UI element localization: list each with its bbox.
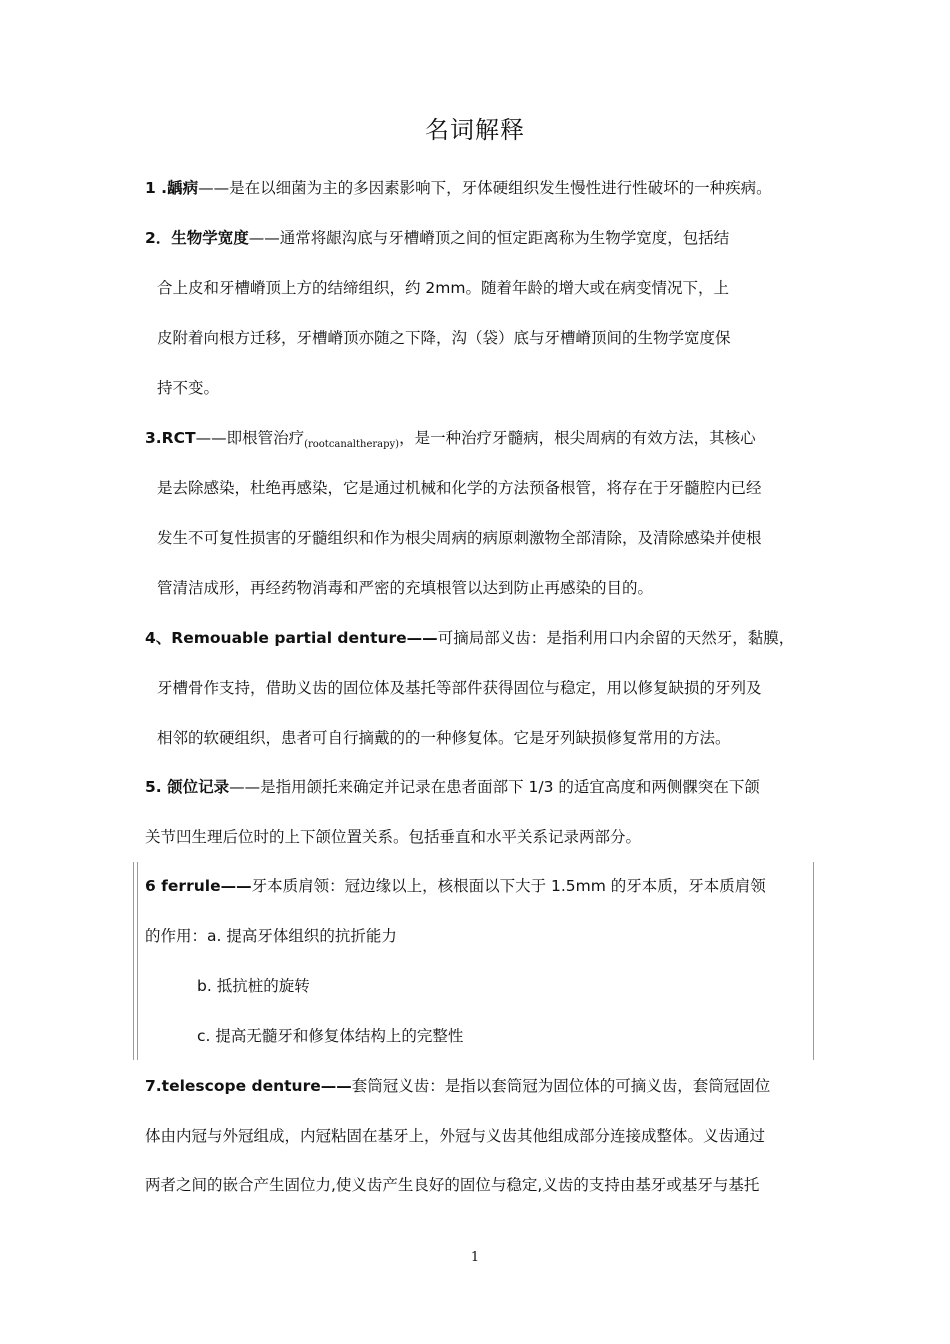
entry-2-line-3: 皮附着向根方迁移，牙槽嵴顶亦随之下降，沟（袋）底与牙槽嵴顶间的生物学宽度保: [157, 329, 731, 347]
entry-1-definition: ——是在以细菌为主的多因素影响下，牙体硬组织发生慢性进行性破坏的一种疾病。: [198, 179, 772, 197]
entry-4-text-1: 可摘局部义齿：是指利用口内余留的天然牙，黏膜，: [437, 629, 795, 647]
entry-3-line-1: [145, 426, 756, 457]
entry-3-subscript: (rootcanaltherapy): [304, 439, 400, 450]
entry-1-line-1: [145, 176, 772, 200]
page-number: 1: [470, 1250, 480, 1265]
entry-6-line-4: c. 提高无髓牙和修复体结构上的完整性: [197, 1027, 464, 1045]
entry-4-line-1: [145, 626, 794, 650]
entry-2-term: 2．生物学宽度: [145, 229, 249, 247]
entry-4-term: 4、Remouable partial denture——: [145, 629, 438, 647]
entry-6-line-1: [145, 874, 766, 898]
entry-3-line-4: 管清洁成形，再经药物消毒和严密的充填根管以达到防止再感染的目的。: [157, 579, 654, 597]
entry-7-line-1: [145, 1074, 770, 1098]
entry-7-line-3: 两者之间的嵌合产生固位力,使义齿产生良好的固位与稳定,义齿的支持由基牙或基牙与基托: [145, 1176, 760, 1194]
entry-2-text-1: ——通常将龈沟底与牙槽嵴顶之间的恒定距离称为生物学宽度，包括结: [248, 229, 730, 247]
entry-5-line-2: 关节凹生理后位时的上下颌位置关系。包括垂直和水平关系记录两部分。: [145, 828, 642, 846]
entry-5-line-1: [145, 775, 760, 799]
box-border-right: [813, 862, 814, 1060]
entry-7-text-1: 套筒冠义齿：是指以套筒冠为固位体的可摘义齿，套筒冠固位: [351, 1077, 771, 1095]
entry-3-line-3: 发生不可复性损害的牙髓组织和作为根尖周病的病原刺激物全部清除，及清除感染并使根: [157, 529, 762, 547]
entry-5-text-1: ——是指用颌托来确定并记录在患者面部下 1/3 的适宜高度和两侧髁突在下颌: [229, 778, 760, 796]
entry-7-line-2: 体由内冠与外冠组成，内冠粘固在基牙上，外冠与义齿其他组成部分连接成整体。义齿通过: [145, 1127, 766, 1145]
entry-3-text-1a: ——即根管治疗: [195, 429, 305, 447]
page-title: 名词解释: [425, 116, 525, 144]
entry-7-term: 7.telescope denture——: [145, 1077, 352, 1095]
entry-6-term: 6 ferrule——: [145, 877, 252, 895]
entry-2-line-2: 合上皮和牙槽嵴顶上方的结缔组织，约 2mm。随着年龄的增大或在病变情况下，上: [157, 279, 729, 297]
entry-6-text-1: 牙本质肩领：冠边缘以上，核根面以下大于 1.5mm 的牙本质，牙本质肩领: [251, 877, 766, 895]
box-border-left: [133, 862, 138, 1060]
entry-2-line-4: 持不变。: [157, 379, 220, 397]
entry-6-line-2: 的作用：a. 提高牙体组织的抗折能力: [145, 927, 397, 945]
entry-3-text-1b: ，是一种治疗牙髓病，根尖周病的有效方法，其核心: [399, 429, 756, 447]
entry-5-term: 5. 颌位记录: [145, 778, 230, 796]
entry-2-line-1: [145, 226, 729, 250]
entry-4-line-2: 牙槽骨作支持，借助义齿的固位体及基托等部件获得固位与稳定，用以修复缺损的牙列及: [157, 679, 762, 697]
entry-6-line-3: b. 抵抗桩的旋转: [197, 977, 310, 995]
entry-1-term: 1 .龋病: [145, 179, 199, 197]
entry-3-term: 3.RCT: [145, 429, 196, 447]
entry-4-line-3: 相邻的软硬组织，患者可自行摘戴的的一种修复体。它是牙列缺损修复常用的方法。: [157, 729, 731, 747]
entry-3-line-2: 是去除感染，杜绝再感染，它是通过机械和化学的方法预备根管，将存在于牙髓腔内已经: [157, 479, 762, 497]
